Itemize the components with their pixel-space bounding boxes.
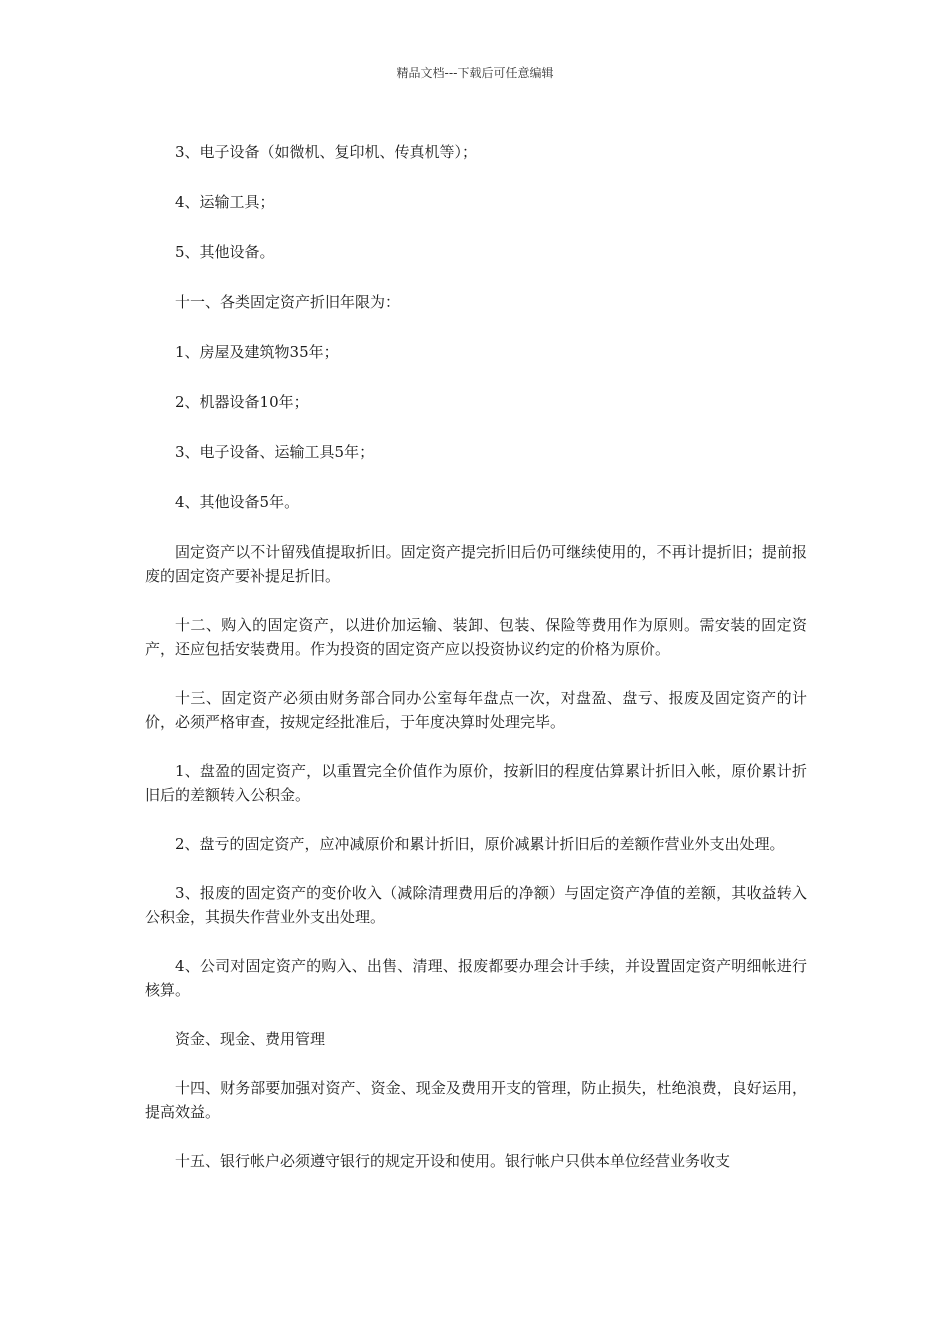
paragraph: 5、其他设备。 (175, 243, 275, 261)
page-header: 精品文档---下载后可任意编辑 (396, 66, 554, 80)
paragraph: 固定资产以不计留残值提取折旧。固定资产提完折旧后仍可继续使用的，不再计提折旧；提前报废的固定资产要补提足折旧。 (145, 543, 807, 585)
paragraph: 3、电子设备、运输工具5年； (175, 443, 375, 461)
paragraph: 3、电子设备（如微机、复印机、传真机等）； (175, 143, 478, 161)
document-body (145, 140, 807, 1198)
section-heading: 资金、现金、费用管理 (175, 1030, 326, 1048)
paragraph: 4、运输工具； (175, 193, 275, 211)
paragraph: 4、公司对固定资产的购入、出售、清理、报废都要办理会计手续，并设置固定资产明细帐进行核算。 (145, 957, 807, 999)
paragraph: 十四、财务部要加强对资产、资金、现金及费用开支的管理，防止损失，杜绝浪费，良好运用，提高效益。 (145, 1079, 807, 1121)
paragraph: 2、盘亏的固定资产，应冲减原价和累计折旧，原价减累计折旧后的差额作营业外支出处理。 (175, 835, 785, 853)
paragraph: 1、盘盈的固定资产，以重置完全价值作为原价，按新旧的程度估算累计折旧入帐，原价累计折旧后的差额转入公积金。 (145, 762, 807, 804)
paragraph: 十二、购入的固定资产，以进价加运输、装卸、包装、保险等费用作为原则。需安装的固定资产，还应包括安装费用。作为投资的固定资产应以投资协议约定的价格为原价。 (145, 616, 807, 658)
paragraph: 2、机器设备10年； (175, 393, 309, 411)
paragraph: 十五、银行帐户必须遵守银行的规定开设和使用。银行帐户只供本单位经营业务收支 (175, 1152, 731, 1170)
paragraph: 3、报废的固定资产的变价收入（减除清理费用后的净额）与固定资产净值的差额，其收益转入公积金，其损失作营业外支出处理。 (145, 884, 807, 926)
paragraph: 1、房屋及建筑物35年； (175, 343, 339, 361)
paragraph: 4、其他设备5年。 (175, 493, 300, 511)
paragraph: 十一、各类固定资产折旧年限为： (175, 293, 401, 311)
paragraph: 十三、固定资产必须由财务部合同办公室每年盘点一次，对盘盈、盘亏、报废及固定资产的计价，必须严格审查，按规定经批准后，于年度决算时处理完毕。 (145, 689, 807, 731)
